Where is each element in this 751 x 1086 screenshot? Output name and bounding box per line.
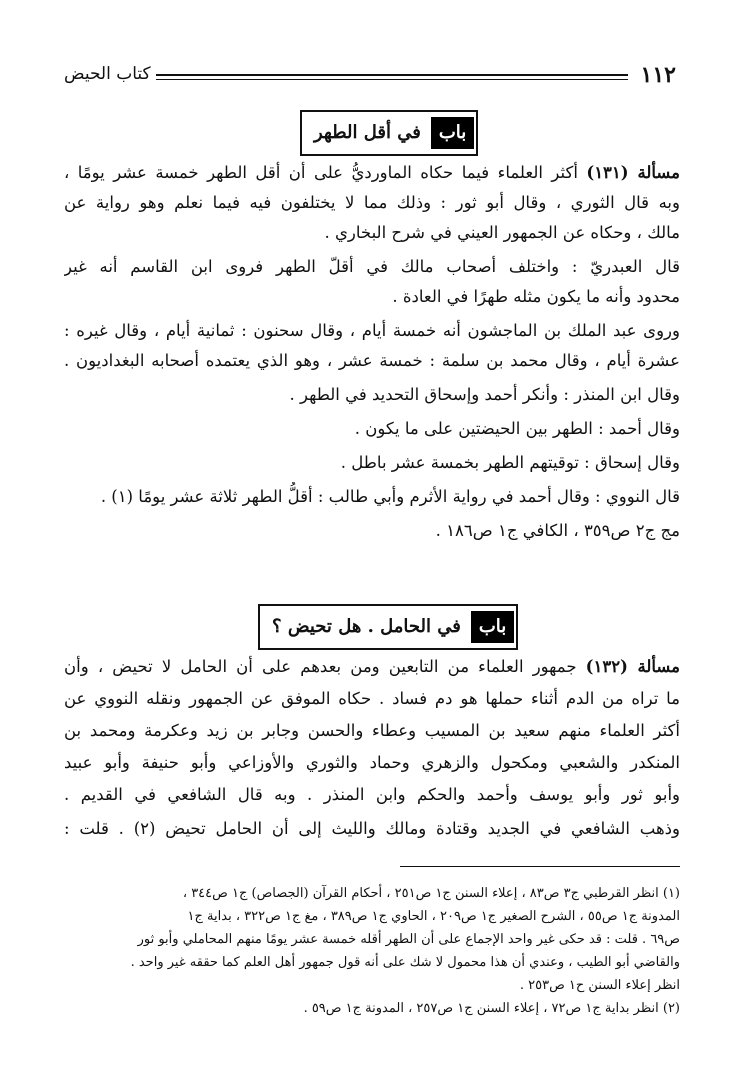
footnote-line: ص٦٩ . قلت : قد حكى غير واحد الإجماع على أن الطهر أقله خمسة عشر يومًا منهم المحاملي وأبو ثور xyxy=(137,932,680,947)
text-line: المنكدر والشعبي ومكحول والزهري وحماد والثوري والأوزاعي وأبو حنيفة وأبو عبيد xyxy=(64,753,680,772)
footnote-line: (١) انظر القرطبي ج٣ ص٨٣ ، إعلاء السنن ج١ ص٢٥١ ، أحكام القرآن (الجصاص) ج١ ص٣٤٤ ، xyxy=(182,886,680,901)
text-line: عشرة أيام ، وقال محمد بن سلمة : خمسة عشر ، وهو الذي يعتمده أصحابه البغداديون . xyxy=(64,351,680,370)
page-header xyxy=(64,62,676,92)
text-line: وقال إسحاق : توقيتهم الطهر بخمسة عشر باطل . xyxy=(340,453,680,472)
footnote-line: والقاضي أبو الطيب ، وعندي أن هذا محمول لا شك على أنه قول جمهور أهل العلم كما حققه غير واحد . xyxy=(130,955,680,970)
header-rule xyxy=(156,74,628,80)
text-line: وقال أحمد : الطهر بين الحيضتين على ما يكون . xyxy=(354,419,680,438)
footnote-line: (٢) انظر بداية ج١ ص٧٢ ، إعلاء السنن ج١ ص٢٥٧ ، المدونة ج١ ص٥٩ . xyxy=(303,1001,680,1016)
text-line: وروى عبد الملك بن الماجشون أنه خمسة أيام ، وقال سحنون : ثمانية أيام ، وقال غيره : xyxy=(64,321,680,340)
text-line: وبه قال الثوري ، وقال أبو ثور : وذلك مما لا يختلفون فيه فيما نعلم وهو رواية عن xyxy=(64,193,680,212)
text-line: وذهب الشافعي في الجديد وقتادة ومالك والليث إلى أن الحامل تحيض (٢) . قلت : xyxy=(64,819,680,838)
text-line: مج ج٢ ص٣٥٩ ، الكافي ج١ ص١٨٦ . xyxy=(435,521,680,540)
chapter-label: باب xyxy=(471,611,514,643)
text-line: مسألة (١٣١) أكثر العلماء فيما حكاه الماورديُّ على أن أقل الطهر خمسة عشر يومًا ، xyxy=(64,163,680,182)
text-line: قال العبدريّ : واختلف أصحاب مالك في أقلّ الطهر فروى ابن القاسم أنه غير xyxy=(64,257,680,276)
chapter-heading-1 xyxy=(300,110,478,156)
chapter-heading-2 xyxy=(258,604,518,650)
text-line: محدود وأنه ما يكون مثله طهرًا في العادة . xyxy=(392,287,680,306)
masala-label: مسألة (١٣٢) xyxy=(585,657,680,676)
footnote-line: المدونة ج١ ص٥٥ ، الشرح الصغير ج١ ص٢٠٩ ، الحاوي ج١ ص٣٨٩ ، مغ ج١ ص٣٢٢ ، بداية ج١ xyxy=(187,909,680,924)
masala-label: مسألة (١٣١) xyxy=(586,163,680,182)
footnotes xyxy=(64,882,680,1020)
text-line: قال النووي : وقال أحمد في رواية الأثرم وأبي طالب : أقلُّ الطهر ثلاثة عشر يومًا (١) . xyxy=(100,487,680,506)
section-2-text xyxy=(64,652,680,844)
text-line: مسألة (١٣٢) جمهور العلماء من التابعين ومن بعدهم على أن الحامل لا تحيض ، وأن xyxy=(64,657,680,676)
section-1-text xyxy=(64,158,680,546)
text-line: وقال ابن المنذر : وأنكر أحمد وإسحاق التحديد في الطهر . xyxy=(289,385,680,404)
chapter-title: في الحامل . هل تحيض ؟ xyxy=(272,616,461,637)
text-line: ما تراه من الدم أثناء حملها هو دم فساد . حكاه الموفق عن الجمهور ونقله النووي عن xyxy=(64,689,680,708)
text-line: مالك ، وحكاه عن الجمهور العيني في شرح البخاري . xyxy=(324,223,680,242)
text-line: وأبو ثور وأبو يوسف وأحمد والحكم وابن المنذر . وبه قال الشافعي في القديم . xyxy=(64,785,680,804)
page-number: ١١٢ xyxy=(640,62,676,88)
chapter-title: في أقل الطهر xyxy=(314,122,421,143)
chapter-label: باب xyxy=(431,117,474,149)
footnote-line: انظر إعلاء السنن ح١ ص٢٥٣ . xyxy=(519,978,680,993)
text-line: أكثر العلماء منهم سعيد بن المسيب وعطاء والحسن وجابر بن زيد وعكرمة ومحمد بن xyxy=(64,721,680,740)
book-title: كتاب الحيض xyxy=(64,64,151,84)
